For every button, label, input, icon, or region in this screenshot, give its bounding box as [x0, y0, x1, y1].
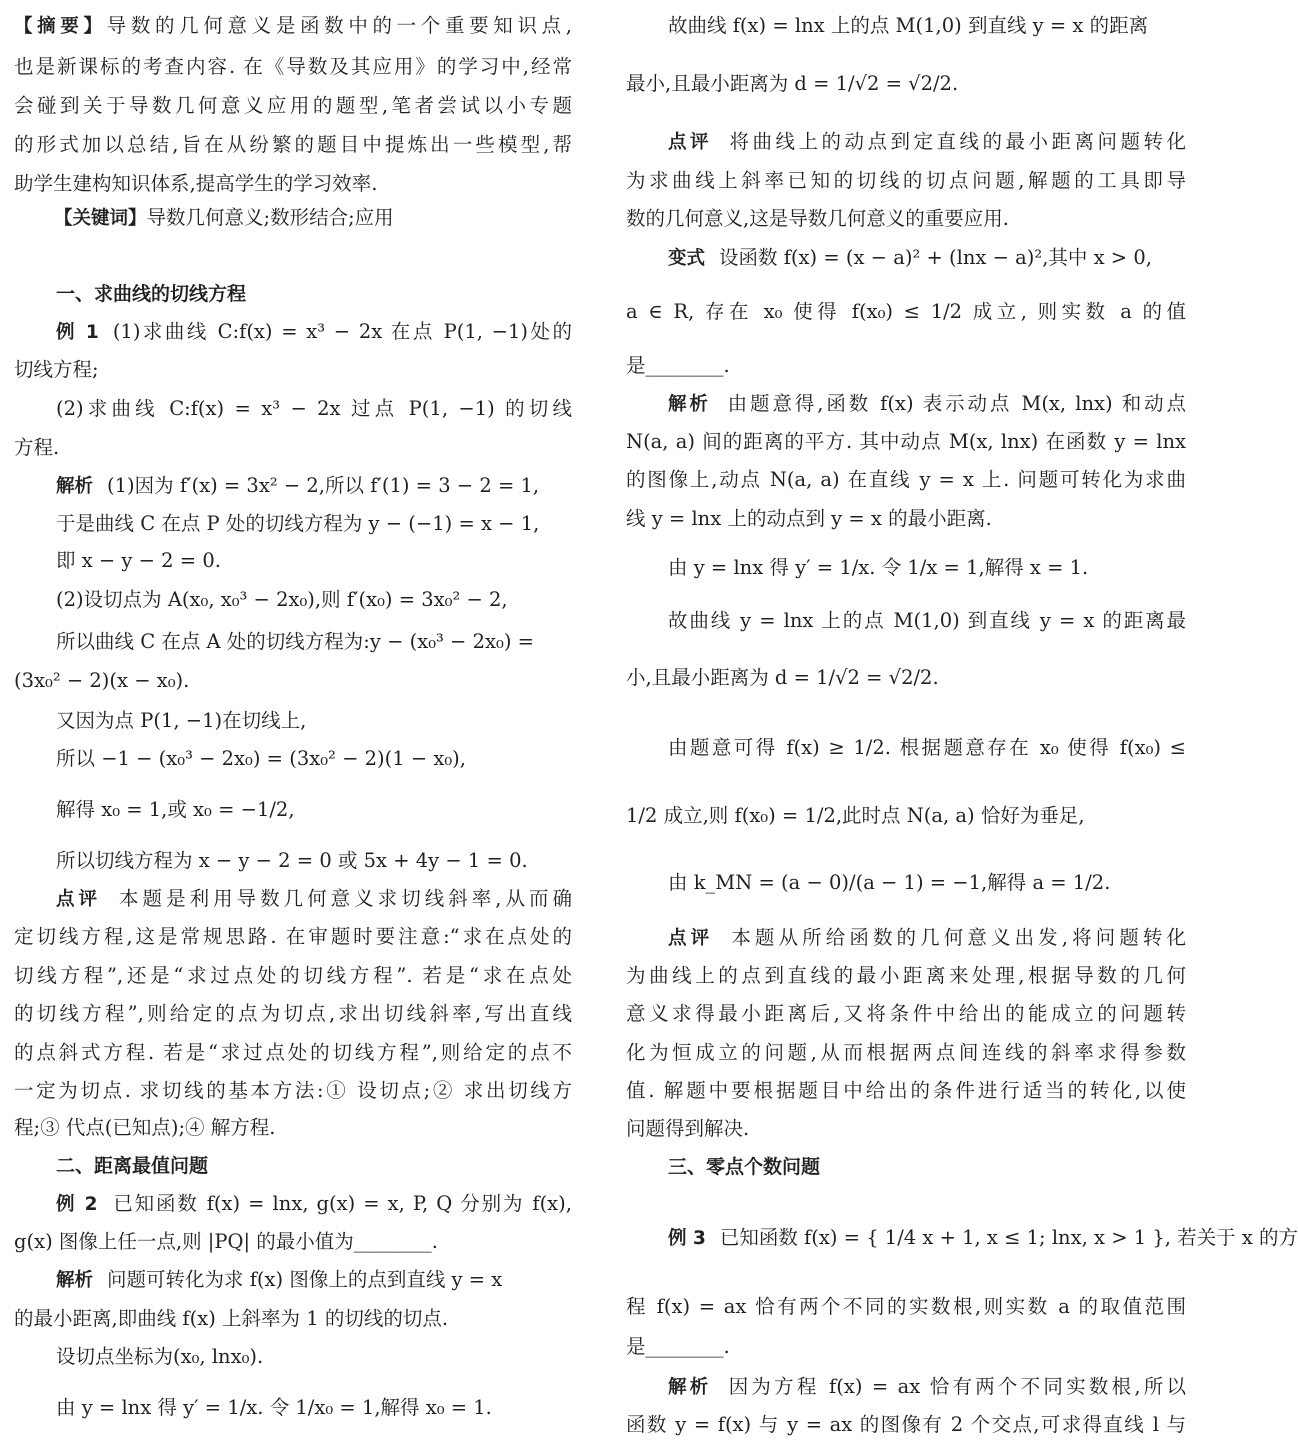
- continuation-line: 故曲线 f(x) = lnx 上的点 M(1,0) 到直线 y = x 的距离: [668, 14, 1149, 37]
- keywords-text: 导数几何意义;数形结合;应用: [146, 206, 394, 229]
- solution-variant-line: 的图像上,动点 N(a, a) 在直线 y = x 上. 问题可转化为求曲: [626, 468, 1186, 491]
- solution-1-line: 所以曲线 C 在点 A 处的切线方程为:y − (x₀³ − 2x₀) =: [56, 630, 534, 653]
- example-1-line: 方程.: [14, 436, 60, 459]
- comment-2-line: 点评 将曲线上的动点到定直线的最小距离问题转化: [668, 130, 1186, 153]
- example-2-line: 例 2 已知函数 f(x) = lnx, g(x) = x, P, Q 分别为 f(x),: [56, 1192, 572, 1215]
- solution-1-line: (3x₀² − 2)(x − x₀).: [14, 669, 190, 692]
- solution-2-line: 的最小距离,即曲线 f(x) 上斜率为 1 的切线的切点.: [14, 1307, 449, 1330]
- section-title-3: 三、零点个数问题: [668, 1156, 821, 1178]
- example-3-line: 例 3 已知函数 f(x) = { 1/4 x + 1, x ≤ 1; lnx, x > 1 }, 若关于 x 的方: [668, 1226, 1298, 1249]
- comment-3-line: 点评 本题从所给函数的几何意义出发,将问题转化: [668, 926, 1186, 949]
- solution-2-label: 解析: [56, 1270, 94, 1291]
- abstract-label: 【摘要】: [14, 16, 107, 37]
- solution-3-line: 解析 因为方程 f(x) = ax 恰有两个不同实数根,所以: [668, 1375, 1186, 1398]
- solution-3-label: 解析: [668, 1377, 712, 1398]
- solution-1-line: 即 x − y − 2 = 0.: [56, 549, 221, 572]
- variant-line: 变式 设函数 f(x) = (x − a)² + (lnx − a)²,其中 x > 0,: [668, 246, 1152, 269]
- comment-3-line: 意义求得最小距离后,又将条件中给出的能成立的问题转: [626, 1002, 1186, 1025]
- variant-line: a ∈ R, 存在 x₀ 使得 f(x₀) ≤ 1/2 成立, 则实数 a 的值: [626, 300, 1186, 323]
- comment-2-label: 点评: [668, 132, 712, 153]
- comment-3-line: 值. 解题中要根据题目中给出的条件进行适当的转化,以使: [626, 1079, 1186, 1102]
- example-1-line: 切线方程;: [14, 358, 99, 381]
- comment-1-line: 一定为切点. 求切线的基本方法:① 设切点;② 求出切线方: [14, 1079, 572, 1102]
- comment-3-line: 为曲线上的点到直线的最小距离来处理,根据导数的几何: [626, 964, 1186, 987]
- solution-2-line: 解析 问题可转化为求 f(x) 图像上的点到直线 y = x: [56, 1268, 503, 1291]
- example-3-line: 程 f(x) = ax 恰有两个不同的实数根,则实数 a 的取值范围: [626, 1295, 1186, 1318]
- solution-1-line: 解析 (1)因为 f′(x) = 3x² − 2,所以 f′(1) = 3 − 2 = 1,: [56, 474, 540, 497]
- solution-variant-line: 1/2 成立,则 f(x₀) = 1/2,此时点 N(a, a) 恰好为垂足,: [626, 804, 1085, 827]
- comment-3-line: 化为恒成立的问题,从而根据两点间连线的斜率求得参数: [626, 1041, 1186, 1064]
- comment-3-label: 点评: [668, 928, 714, 949]
- solution-variant-line: 线 y = lnx 上的动点到 y = x 的最小距离.: [626, 507, 992, 530]
- solution-2-line: 设切点坐标为(x₀, lnx₀).: [56, 1345, 264, 1368]
- solution-variant-line: 解析 由题意得,函数 f(x) 表示动点 M(x, lnx) 和动点: [668, 392, 1186, 415]
- example-3-label: 例 3: [668, 1228, 706, 1249]
- solution-1-label: 解析: [56, 476, 94, 497]
- solution-variant-line: 由 y = lnx 得 y′ = 1/x. 令 1/x = 1,解得 x = 1.: [668, 556, 1089, 579]
- abstract-line: 【摘要】导数的几何意义是函数中的一个重要知识点,: [14, 14, 572, 37]
- example-2-line: g(x) 图像上任一点,则 |PQ| 的最小值为________.: [14, 1230, 438, 1253]
- variant-label: 变式: [668, 248, 706, 269]
- solution-2-line: 由 y = lnx 得 y′ = 1/x. 令 1/x₀ = 1,解得 x₀ = 1.: [56, 1396, 492, 1419]
- abstract-line: 助学生建构知识体系,提高学生的学习效率.: [14, 172, 378, 195]
- solution-1-line: (2)设切点为 A(x₀, x₀³ − 2x₀),则 f′(x₀) = 3x₀² − 2,: [56, 588, 508, 611]
- continuation-line: 最小,且最小距离为 d = 1/√2 = √2/2.: [626, 72, 959, 95]
- solution-variant-label: 解析: [668, 394, 711, 415]
- example-1-label: 例 1: [56, 322, 99, 343]
- comment-2-line: 数的几何意义,这是导数几何意义的重要应用.: [626, 207, 1009, 230]
- variant-line: 是________.: [626, 354, 730, 377]
- example-1-line: 例 1 (1)求曲线 C:f(x) = x³ − 2x 在点 P(1, −1)处的: [56, 320, 572, 343]
- solution-variant-line: 由题意可得 f(x) ≥ 1/2. 根据题意存在 x₀ 使得 f(x₀) ≤: [668, 736, 1186, 759]
- solution-variant-line: 故曲线 y = lnx 上的点 M(1,0) 到直线 y = x 的距离最: [668, 609, 1186, 632]
- comment-3-line: 问题得到解决.: [626, 1117, 750, 1140]
- comment-2-line: 为求曲线上斜率已知的切线的切点问题,解题的工具即导: [626, 169, 1186, 192]
- solution-3-line: 函数 y = f(x) 与 y = ax 的图像有 2 个交点,可求得直线 l 与: [626, 1413, 1186, 1436]
- comment-1-line: 切线方程”,还是“求过点处的切线方程”. 若是“求在点处: [14, 964, 572, 987]
- solution-1-line: 又因为点 P(1, −1)在切线上,: [56, 709, 307, 732]
- abstract-line: 也是新课标的考查内容. 在《导数及其应用》的学习中,经常: [14, 55, 572, 78]
- solution-variant-line: 由 k_MN = (a − 0)/(a − 1) = −1,解得 a = 1/2.: [668, 871, 1111, 894]
- example-1-line: (2)求曲线 C:f(x) = x³ − 2x 过点 P(1, −1) 的切线: [56, 397, 572, 420]
- solution-1-line: 解得 x₀ = 1,或 x₀ = −1/2,: [56, 798, 295, 821]
- solution-1-line: 所以切线方程为 x − y − 2 = 0 或 5x + 4y − 1 = 0.: [56, 849, 528, 872]
- section-title-2: 二、距离最值问题: [56, 1155, 209, 1177]
- example-3-line: 是________.: [626, 1335, 730, 1358]
- abstract-line: 的形式加以总结,旨在从纷繁的题目中提炼出一些模型,帮: [14, 133, 572, 156]
- comment-1-line: 程;③ 代点(已知点);④ 解方程.: [14, 1116, 276, 1139]
- comment-1-line: 点评 本题是利用导数几何意义求切线斜率,从而确: [56, 887, 572, 910]
- keywords-label: 【关键词】: [54, 208, 147, 229]
- comment-1-line: 的切线方程”,则给定的点为切点,求出切线斜率,写出直线: [14, 1002, 572, 1025]
- comment-1-label: 点评: [56, 889, 102, 910]
- example-2-label: 例 2: [56, 1194, 98, 1215]
- section-title-1: 一、求曲线的切线方程: [56, 283, 247, 305]
- solution-variant-line: 小,且最小距离为 d = 1/√2 = √2/2.: [626, 666, 939, 689]
- comment-1-line: 的点斜式方程. 若是“求过点处的切线方程”,则给定的点不: [14, 1041, 572, 1064]
- solution-1-line: 所以 −1 − (x₀³ − 2x₀) = (3x₀² − 2)(1 − x₀),: [56, 747, 466, 770]
- solution-1-line: 于是曲线 C 在点 P 处的切线方程为 y − (−1) = x − 1,: [56, 512, 540, 535]
- keywords-line: [14, 206, 572, 231]
- solution-variant-line: N(a, a) 间的距离的平方. 其中动点 M(x, lnx) 在函数 y = lnx: [626, 430, 1186, 453]
- comment-1-line: 定切线方程,这是常规思路. 在审题时要注意:“求在点处的: [14, 925, 572, 948]
- abstract-line: 会碰到关于导数几何意义应用的题型,笔者尝试以小专题: [14, 94, 572, 117]
